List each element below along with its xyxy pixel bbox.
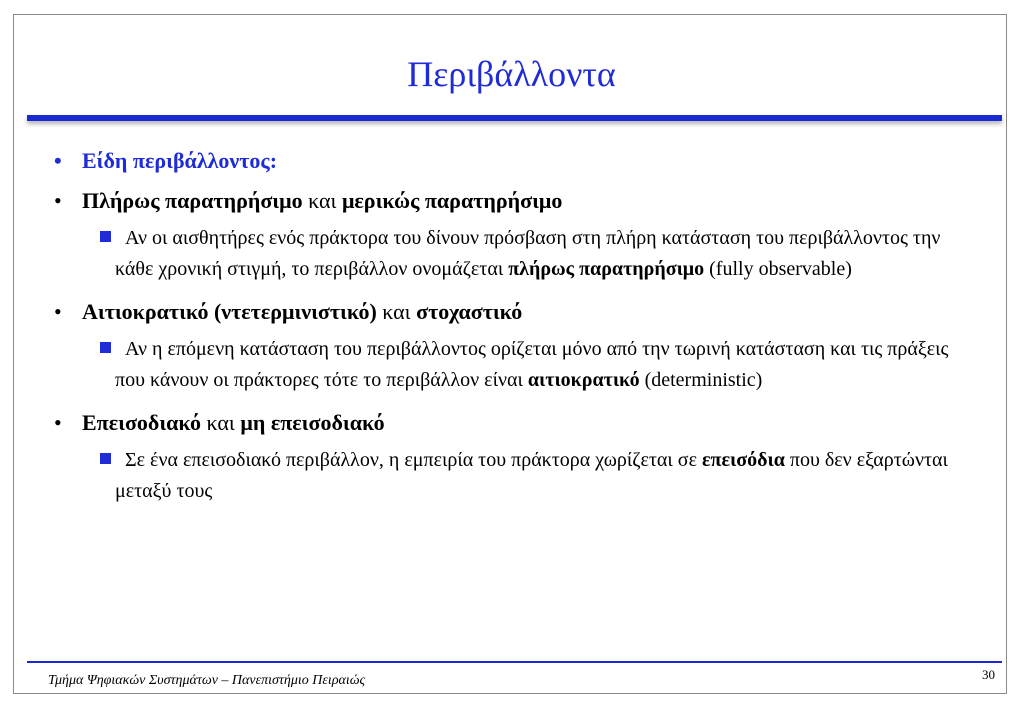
bold-term: Επεισοδιακό bbox=[82, 410, 202, 435]
square-bullet-icon bbox=[100, 342, 111, 353]
bullet-deterministic bbox=[50, 297, 970, 327]
sub-bullet-deterministic bbox=[50, 334, 970, 396]
page-number: 30 bbox=[982, 667, 995, 682]
bullet-dot-icon: • bbox=[54, 410, 62, 435]
bold-term: μερικώς παρατηρήσιμο bbox=[341, 188, 563, 213]
bold-term: επεισόδια bbox=[701, 449, 785, 471]
bold-term: Πλήρως παρατηρήσιμο bbox=[82, 188, 303, 213]
conjunction: και bbox=[376, 299, 417, 324]
bold-term: Αιτιοκρατικό (ντετερμινιστικό) bbox=[82, 299, 377, 324]
sub-bullet-observable bbox=[50, 223, 970, 285]
sub-text: Αν η επόμενη κατάσταση του περιβάλλοντος ορίζεται μόνο από την τωρινή κατάσταση και τις πράξεις που κάνουν οι πράκτορες τότε το περιβάλλον είναι bbox=[115, 338, 949, 391]
bold-term: αιτιοκρατικό bbox=[527, 369, 640, 391]
bold-term: πλήρως παρατηρήσιμο bbox=[508, 258, 705, 280]
bullet-dot-icon: • bbox=[54, 299, 62, 324]
bullet-dot-icon: • bbox=[54, 188, 62, 213]
slide-content bbox=[50, 146, 970, 519]
sub-text: Σε ένα επεισοδιακό περιβάλλον, η εμπειρία του πράκτορα χωρίζεται σε bbox=[125, 449, 702, 471]
sub-text: που δεν εξαρτώνται μεταξύ τους bbox=[115, 449, 948, 502]
conjunction: και bbox=[302, 188, 342, 213]
footer-institution: Τμήμα Ψηφιακών Συστημάτων – Πανεπιστήμιο Πειραιώς bbox=[48, 673, 366, 688]
bullet-text: Είδη περιβάλλοντος: bbox=[82, 148, 278, 173]
bullet-dot-icon: • bbox=[54, 148, 62, 173]
sub-text: (deterministic) bbox=[639, 369, 763, 391]
slide-title: Περιβάλλοντα bbox=[407, 54, 616, 94]
bullet-environment-types bbox=[50, 146, 970, 176]
bold-term: στοχαστικό bbox=[416, 299, 523, 324]
sub-text: (fully observable) bbox=[704, 258, 852, 280]
bullet-episodic bbox=[50, 408, 970, 438]
conjunction: και bbox=[201, 410, 241, 435]
square-bullet-icon bbox=[100, 453, 111, 464]
bullet-observable bbox=[50, 186, 970, 216]
square-bullet-icon bbox=[100, 231, 111, 242]
title-underline bbox=[27, 115, 1002, 121]
sub-text: Αν οι αισθητήρες ενός πράκτορα του δίνουν πρόσβαση στη πλήρη κατάσταση του περιβάλλοντος την κάθε χρονική στιγμή, το περιβάλλον ονομάζεται bbox=[115, 227, 941, 280]
sub-bullet-episodic bbox=[50, 445, 970, 507]
footer-divider bbox=[27, 661, 1002, 663]
bold-term: μη επεισοδιακό bbox=[240, 410, 385, 435]
